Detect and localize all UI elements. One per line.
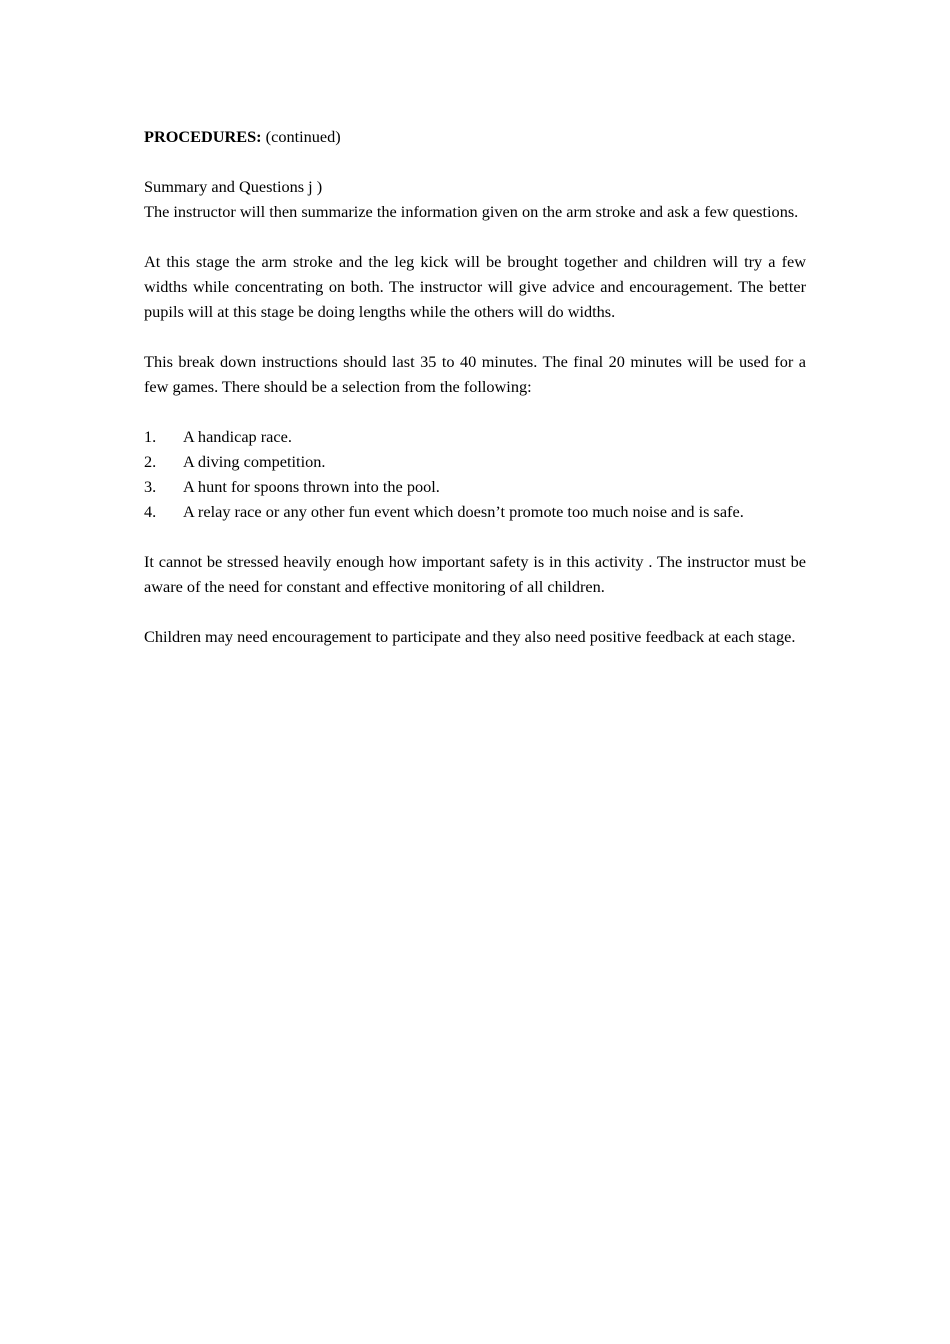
paragraph-combined-stroke: At this stage the arm stroke and the leg kick will be brought together and children will try a few widths while concentrating on both. The instructor will give advice and encouragement. The better pupils will at this stage be doing lengths while the others will do widths. — [144, 252, 806, 321]
list-item-number: 3. — [144, 477, 157, 496]
spacer — [144, 599, 806, 624]
list-item — [144, 424, 806, 449]
paragraph-timing: This break down instructions should last 35 to 40 minutes. The final 20 minutes will be used for a few games. There should be a selection from the following: — [144, 352, 806, 396]
list-item — [144, 449, 806, 474]
spacer — [144, 224, 806, 249]
heading-bold-text: PROCEDURES: — [144, 127, 262, 146]
document-page — [144, 124, 806, 649]
list-item — [144, 474, 806, 499]
spacer — [144, 524, 806, 549]
list-item-text: A diving competition. — [183, 452, 326, 471]
paragraph-safety: It cannot be stressed heavily enough how important safety is in this activity . The instructor must be aware of the need for constant and effective monitoring of all children. — [144, 552, 806, 596]
paragraph-encouragement: Children may need encouragement to participate and they also need positive feedback at each stage. — [144, 627, 796, 646]
list-item-text: A relay race or any other fun event which doesn’t promote too much noise and is safe. — [183, 502, 744, 521]
list-item-number: 1. — [144, 427, 157, 446]
spacer — [144, 149, 806, 174]
list-item-number: 2. — [144, 452, 157, 471]
list-item — [144, 499, 806, 524]
section-heading — [144, 124, 806, 149]
spacer — [144, 324, 806, 349]
paragraph-summary: The instructor will then summarize the information given on the arm stroke and ask a few questions. — [144, 202, 799, 221]
games-list — [144, 424, 806, 524]
summary-title: Summary and Questions j ) — [144, 177, 323, 196]
heading-rest-text: (continued) — [261, 127, 341, 146]
spacer — [144, 399, 806, 424]
list-item-number: 4. — [144, 502, 157, 521]
list-item-text: A hunt for spoons thrown into the pool. — [183, 477, 440, 496]
list-item-text: A handicap race. — [183, 427, 292, 446]
